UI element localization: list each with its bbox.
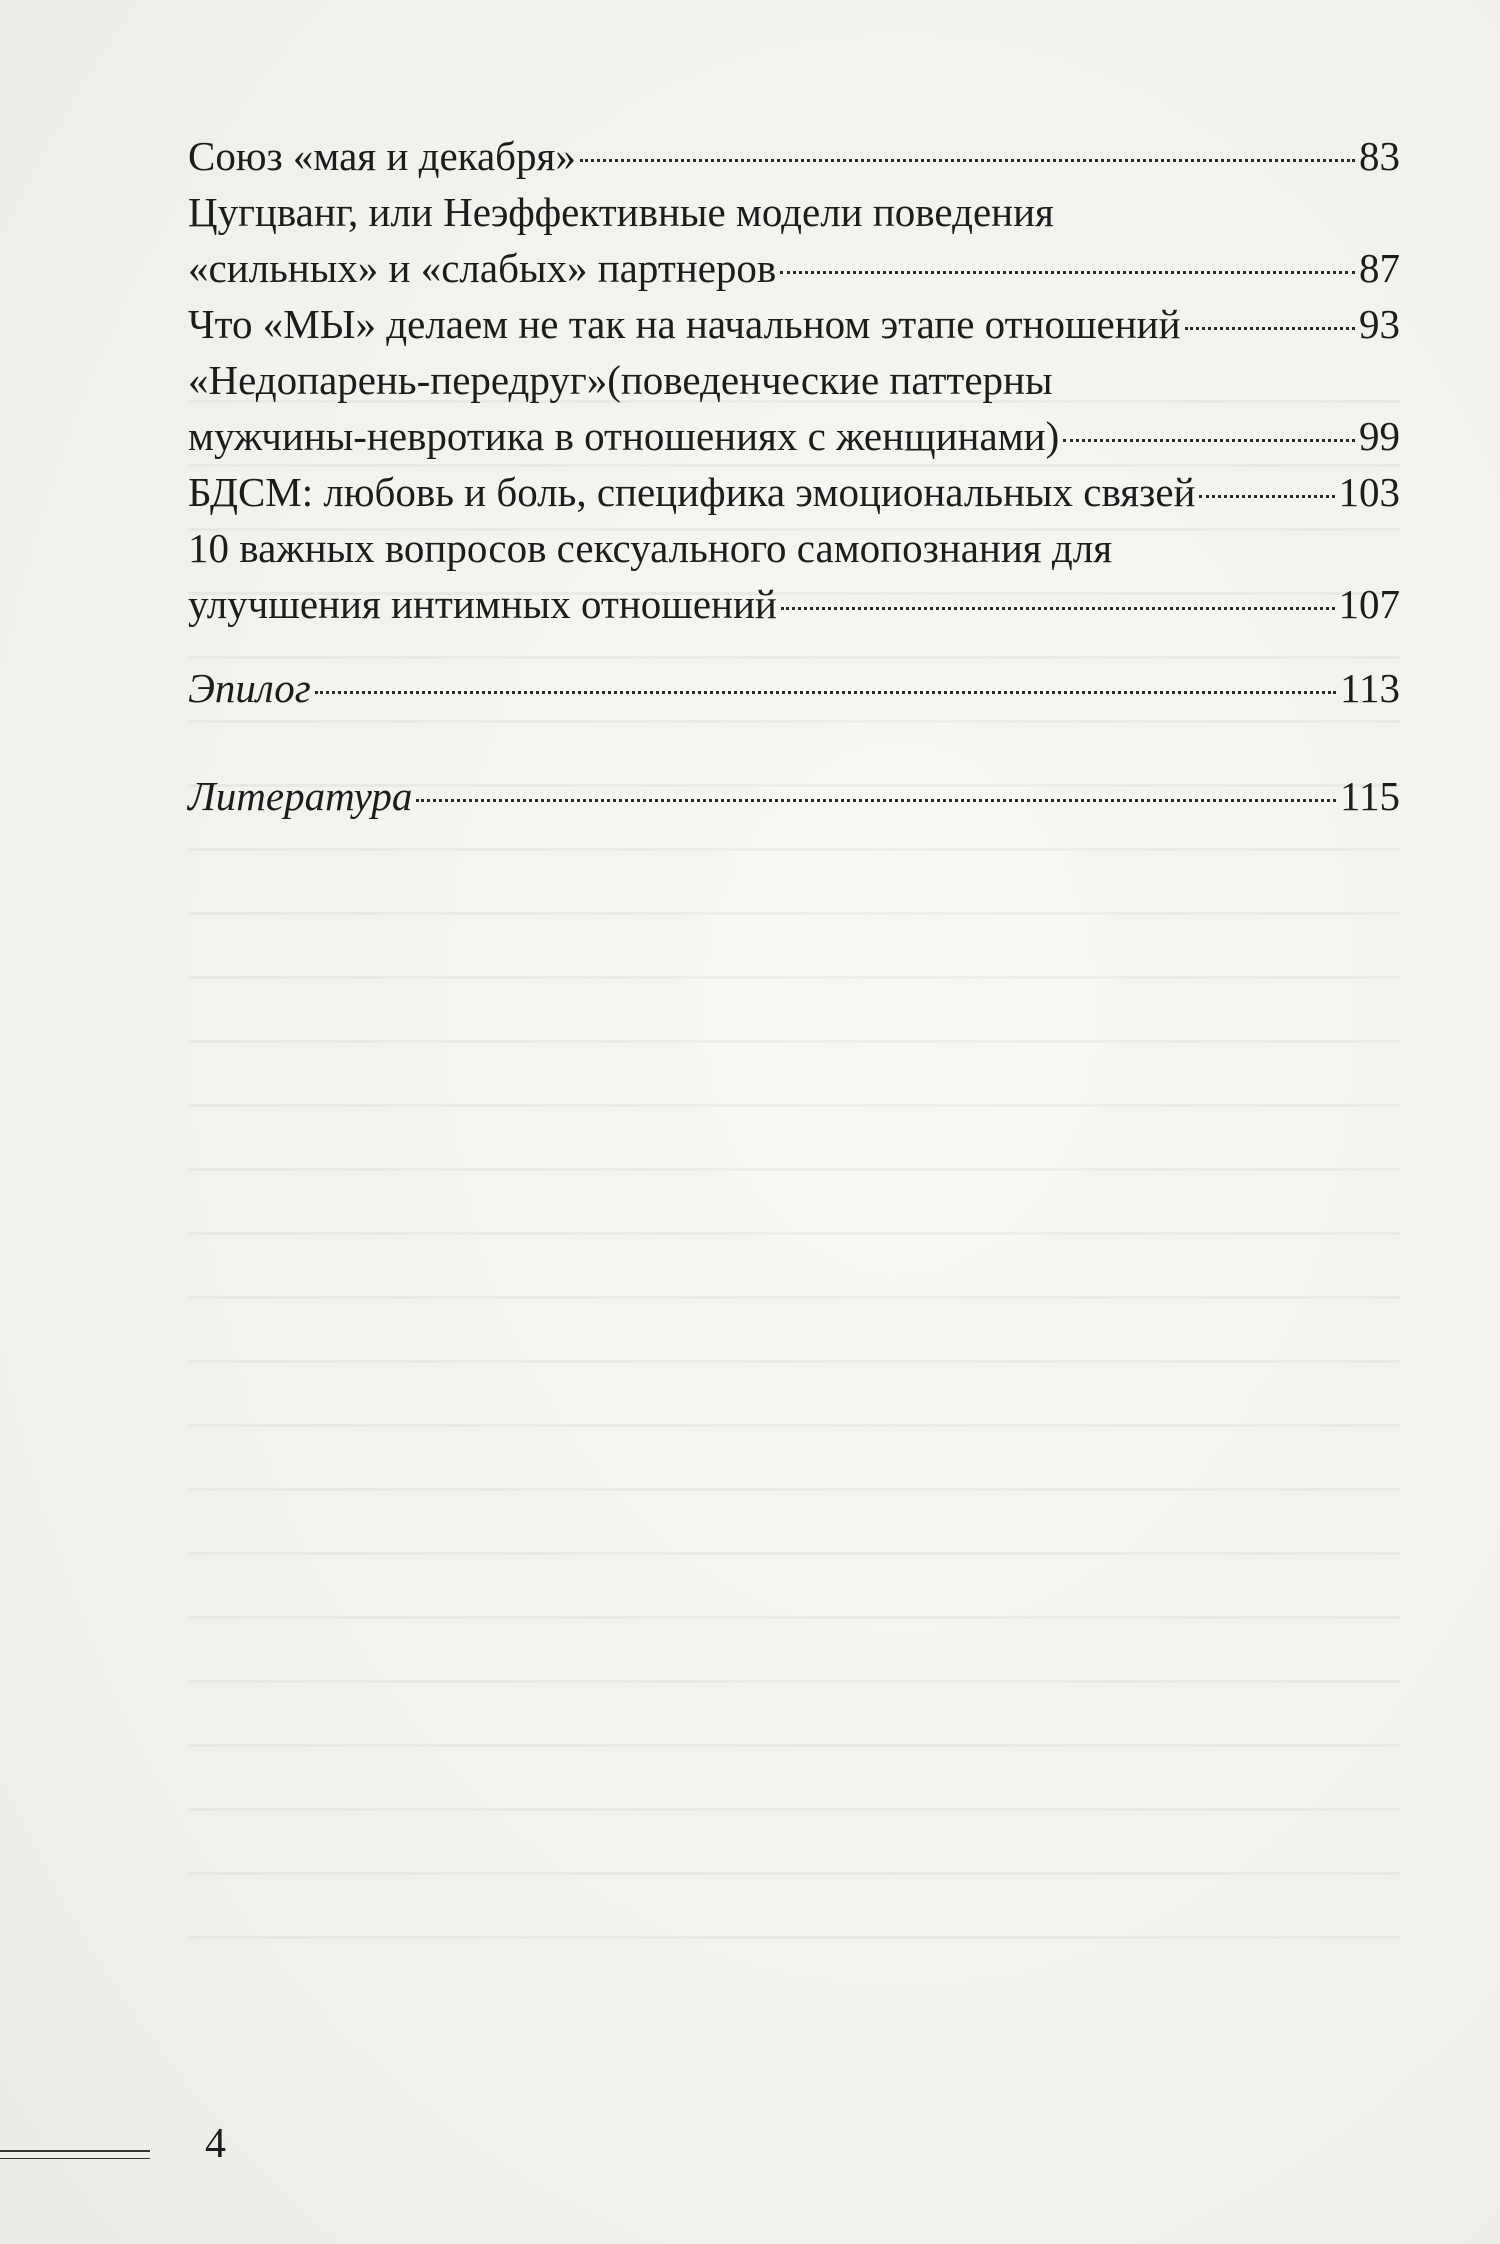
dot-leader bbox=[580, 129, 1355, 170]
toc-entry-page: 107 bbox=[1338, 581, 1400, 627]
toc-entry-title-line: 10 важных вопросов сексуального самопознания для bbox=[188, 525, 1113, 571]
toc-entry bbox=[188, 296, 1400, 352]
toc-entry bbox=[188, 184, 1400, 296]
toc-entry-page: 113 bbox=[1340, 665, 1400, 711]
toc-entry bbox=[188, 464, 1400, 520]
toc-entry-title: Эпилог bbox=[188, 665, 311, 711]
toc-entry bbox=[188, 128, 1400, 184]
toc-entry-page: 83 bbox=[1359, 133, 1400, 179]
toc-entry-page: 87 bbox=[1359, 245, 1400, 291]
dot-leader bbox=[315, 661, 1336, 702]
dot-leader bbox=[1185, 297, 1355, 338]
toc-entry-page: 99 bbox=[1359, 413, 1400, 459]
dot-leader bbox=[781, 577, 1335, 618]
toc-entry-title: Что «МЫ» делаем не так на начальном этапе отношений bbox=[188, 301, 1181, 347]
toc-entry-page: 93 bbox=[1359, 301, 1400, 347]
table-of-contents bbox=[188, 128, 1400, 824]
toc-entry-title: Союз «мая и декабря» bbox=[188, 133, 576, 179]
toc-entry-title: Литература bbox=[188, 773, 413, 819]
dot-leader bbox=[780, 241, 1355, 282]
toc-entry bbox=[188, 660, 1400, 716]
toc-entry-title: улучшения интимных отношений bbox=[188, 581, 777, 627]
toc-entry-title: БДСМ: любовь и боль, специфика эмоциональных связей bbox=[188, 469, 1196, 515]
toc-entry-page: 115 bbox=[1340, 773, 1400, 819]
toc-entry bbox=[188, 768, 1400, 824]
dot-leader bbox=[416, 769, 1336, 810]
toc-entry-title-line: «Недопарень-передруг»(поведенческие паттерны bbox=[188, 357, 1053, 403]
toc-entry bbox=[188, 520, 1400, 632]
dot-leader bbox=[1063, 409, 1355, 450]
page-number: 4 bbox=[205, 2121, 226, 2167]
toc-entry bbox=[188, 352, 1400, 464]
footer-rule bbox=[0, 2150, 150, 2152]
dot-leader bbox=[1199, 465, 1334, 506]
toc-entry-title: «сильных» и «слабых» партнеров bbox=[188, 245, 777, 291]
toc-entry-title: мужчины-невротика в отношениях с женщинами) bbox=[188, 413, 1060, 459]
toc-entry-title-line: Цугцванг, или Неэффективные модели поведения bbox=[188, 189, 1054, 235]
toc-entry-page: 103 bbox=[1338, 469, 1400, 515]
